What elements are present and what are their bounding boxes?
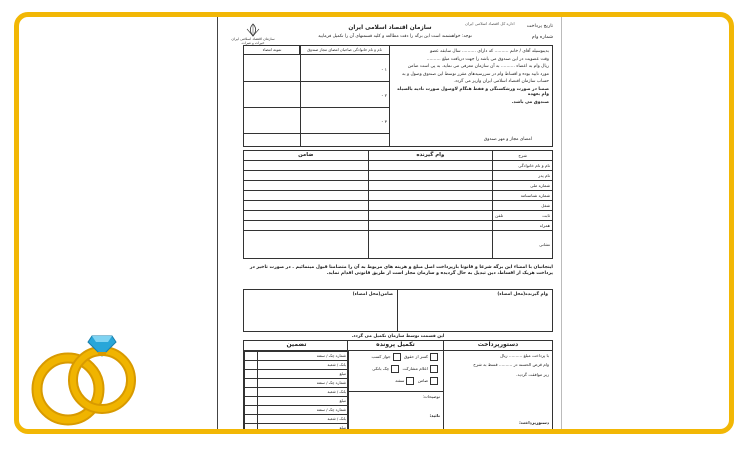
completion-row bbox=[348, 363, 443, 375]
emblem-logo-icon bbox=[244, 23, 262, 37]
authorized-signers-table bbox=[244, 46, 390, 146]
wedding-rings-icon bbox=[28, 322, 146, 434]
request-line: ریال وام به اعضاء .......... به آن سازمان معرفی می نماید. به پی است ضامن bbox=[407, 64, 549, 69]
field-label bbox=[493, 211, 553, 221]
guarantor-cell bbox=[244, 231, 369, 259]
completion-item: اعلام مشارکت bbox=[402, 366, 428, 371]
payment-order-column bbox=[444, 341, 552, 434]
page-edge-right bbox=[561, 12, 562, 434]
guarantee-value bbox=[245, 424, 258, 433]
completion-title: تکمیل پرونده bbox=[348, 341, 443, 351]
guarantee-value bbox=[245, 361, 258, 370]
guarantee-label: بانک / شعبه bbox=[258, 415, 349, 424]
guarantee-label: شماره چک / سفته bbox=[258, 406, 349, 415]
request-line: بدینوسیله آقای / خانم .......... که دارای .......... سال سابقه عضو bbox=[430, 49, 549, 54]
borrower-cell bbox=[368, 221, 493, 231]
guarantor-cell bbox=[244, 181, 369, 191]
request-line: وقت عضویت در این صندوق می باشد را جهت دریافت مبلغ .......... bbox=[426, 56, 549, 62]
guarantee-value bbox=[245, 397, 258, 406]
guarantee-label: بانک / شعبه bbox=[258, 388, 349, 397]
description-label: توضیحات: bbox=[348, 391, 443, 401]
checkbox[interactable] bbox=[430, 365, 438, 373]
signers-rule bbox=[244, 81, 389, 82]
guarantor-cell bbox=[244, 161, 369, 171]
guarantee-label: مبلغ bbox=[258, 397, 349, 406]
completion-item: کسر از حقوق bbox=[403, 354, 428, 359]
payment-order-title: دستورپرداخت bbox=[444, 341, 552, 351]
request-box bbox=[243, 45, 553, 147]
guarantee-column bbox=[244, 341, 349, 434]
guarantor-cell bbox=[244, 191, 369, 201]
request-line: مورد تایید بوده و اقساط وام در سررسیدهای مقرر توسط این صندوق وصول و به bbox=[401, 71, 549, 77]
borrower-cell bbox=[368, 191, 493, 201]
guarantor-cell bbox=[244, 171, 369, 181]
borrower-cell bbox=[368, 171, 493, 181]
checkbox[interactable] bbox=[406, 377, 414, 385]
signer-row: ۳ - bbox=[381, 120, 387, 125]
borrower-cell bbox=[368, 161, 493, 171]
signers-sample-header: نمونه امضاء bbox=[244, 46, 300, 55]
payment-line: با پرداخت مبلغ .......... ریال bbox=[500, 353, 549, 358]
phone-label: تلفن bbox=[495, 212, 504, 218]
payment-line: وام قرض الحسنه در .......... قسط به شرح bbox=[473, 362, 549, 368]
guarantor-cell bbox=[244, 221, 369, 231]
guarantee-value bbox=[245, 379, 258, 388]
logo-sub: خیرات و مبرات bbox=[241, 41, 265, 46]
signer-row: ۲ - bbox=[381, 94, 387, 99]
page-edge-left bbox=[217, 12, 218, 434]
loan-form-document bbox=[225, 21, 555, 431]
approval-label: تائید: bbox=[429, 413, 440, 419]
completion-item: سفته bbox=[395, 378, 405, 383]
field-label: شماره شناسنامه bbox=[493, 191, 553, 201]
completion-row bbox=[348, 375, 443, 387]
completion-column bbox=[347, 341, 444, 434]
guarantee-label: شماره چک / سفته bbox=[258, 352, 349, 361]
signers-divider bbox=[300, 46, 301, 146]
org-section bbox=[243, 340, 553, 434]
guarantor-signature: ضامن(محل امضاء) bbox=[244, 290, 398, 331]
borrower-cell bbox=[368, 231, 493, 259]
guarantee-value bbox=[245, 406, 258, 415]
guarantor-cell bbox=[244, 201, 369, 211]
guarantor-cell bbox=[244, 211, 369, 221]
header-logo bbox=[231, 23, 275, 46]
completion-item: چک بانکی bbox=[372, 366, 390, 371]
signers-name-header: نام و نام خانوادگی صاحبان امضای مجاز صندوق bbox=[299, 46, 389, 55]
guarantee-value bbox=[245, 388, 258, 397]
request-line: حساب سازمان اقتصاد اسلامی ایران واریز می گردد. bbox=[453, 79, 549, 84]
guarantee-title: تضمین bbox=[244, 341, 349, 351]
borrower-header: وام گیرنده bbox=[368, 151, 493, 161]
form-subtitle: توجه: خواهشمند است این برگه را دقت مطالعه و کلیه قسمتهای آن را تکمیل فرمایید bbox=[318, 34, 472, 39]
checkbox[interactable] bbox=[430, 353, 438, 361]
phone-fixed-label: ثابت bbox=[542, 212, 550, 218]
payment-line: زیر موافقت گردید. bbox=[516, 371, 549, 377]
completion-row bbox=[348, 351, 443, 363]
guarantor-header: ضامن bbox=[244, 151, 369, 161]
fund-signature-label: امضای مجاز و مهر صندوق bbox=[483, 136, 532, 142]
guarantee-label: مبلغ bbox=[258, 424, 349, 433]
checkbox[interactable] bbox=[430, 377, 438, 385]
guarantee-value bbox=[245, 352, 258, 361]
request-line: ضمنا در صورت ورشکستگی و فقط هنگام لاوصول صورت تادیه بالسیاه وام بعهده bbox=[397, 86, 549, 97]
borrower-cell bbox=[368, 181, 493, 191]
top-note: اداره كل اقتصاد اسلامى ايران bbox=[465, 21, 515, 26]
parties-table bbox=[243, 150, 553, 259]
field-label: نام و نام خانوادگی bbox=[493, 161, 553, 171]
field-label: نام پدر bbox=[493, 171, 553, 181]
guarantee-label: بانک / شعبه bbox=[258, 361, 349, 370]
date-label: تاریخ پرداخت bbox=[526, 24, 553, 29]
fields-header: شرح bbox=[493, 151, 553, 161]
logo-caption: سازمان اقتصاد اسلامی ایران bbox=[231, 37, 275, 41]
field-label: نشانی bbox=[493, 231, 553, 259]
signer-row: ۱ - bbox=[381, 68, 387, 73]
field-label: شغل bbox=[493, 201, 553, 211]
field-label: همراه bbox=[493, 221, 553, 231]
signers-rule bbox=[244, 107, 389, 108]
guarantee-label: شماره چک / سفته bbox=[258, 379, 349, 388]
guarantee-label: مبلغ bbox=[258, 370, 349, 379]
signers-rule bbox=[244, 133, 389, 134]
guarantee-value bbox=[245, 415, 258, 424]
commitment-text: اینجانبان با امضاء این برگه شرعا و قانونا بازپرداخت اصل مبلغ و هزینه های مربوط به آن را متضامنا قبول مینمائیم . در صورت تاخیر در پرداخت هریک از اقساط، دین تبدیل به حال گردیده و سازمان مجاز است از طریق قانونی اقدام نماید. bbox=[249, 265, 553, 277]
borrower-signature: وام گیرنده(محل امضاء) bbox=[497, 292, 548, 297]
signature-box bbox=[243, 289, 553, 332]
borrower-cell bbox=[368, 201, 493, 211]
form-title: سازمان اقتصاد اسلامی ایران bbox=[348, 25, 432, 31]
field-label: شماره ملی bbox=[493, 181, 553, 191]
loan-number-label: شماره وام bbox=[531, 34, 553, 40]
org-section-note: این قسمت توسط سازمان تکمیل می گردد. bbox=[351, 334, 445, 339]
completion-item: جواز کسب bbox=[371, 354, 391, 359]
completion-item: ضامن bbox=[417, 378, 428, 383]
borrower-cell bbox=[368, 211, 493, 221]
request-text bbox=[390, 46, 552, 146]
date-block bbox=[527, 24, 553, 46]
guarantee-table bbox=[244, 351, 349, 433]
checkbox[interactable] bbox=[391, 365, 399, 373]
payment-footer: دستورپرداخت: bbox=[519, 419, 549, 425]
guarantee-value bbox=[245, 370, 258, 379]
request-line: صندوق می باشد. bbox=[511, 99, 549, 105]
checkbox[interactable] bbox=[393, 353, 401, 361]
